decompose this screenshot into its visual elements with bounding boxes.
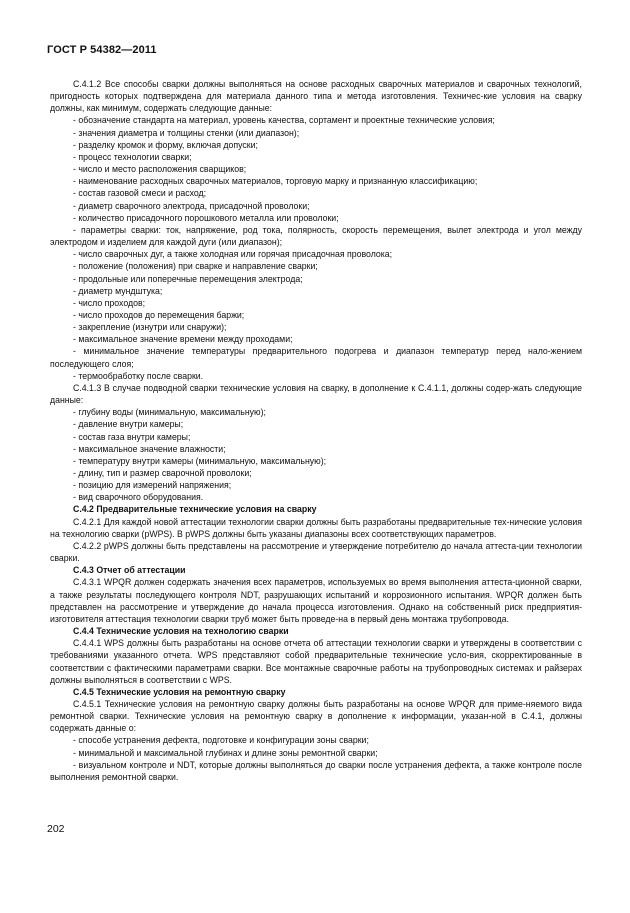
list-item: - количество присадочного порошкового металла или проволоки; [73,212,339,223]
document-body [50,78,582,783]
paragraph-c441: С.4.4.1 WPS должны быть разработаны на основе отчета об аттестации технологии сварки и утверждены в соответствии с требованиями указанного отчета. WPS представляют собой предварительные технические усло-вия, скорректированные в соответствии с фактическими параметрами сварки. Все монтажные сварочные работы на трубопроводных системах и райзерах должны выполняться в соответствии с WPS. [50,638,582,685]
list-item: - продольные или поперечные перемещения электрода; [73,273,303,284]
list-item: - длину, тип и размер сварочной проволоки; [73,468,252,478]
list-item: - наименование расходных сварочных материалов, торговую марку и признанную классификацию; [73,176,478,187]
list-item: - значения диаметра и толщины стенки (или диапазон); [73,127,300,138]
list-item: - способе устранения дефекта, подготовке и конфигурации зоны сварки; [73,735,369,746]
list-item: - число проходов до перемещения баржи; [73,309,245,320]
paragraph-c422: С.4.2.2 pWPS должны быть представлены на рассмотрение и утверждение потребителю до начала аттеста-ции технологии сварки. [50,540,582,564]
page-number: 202 [47,823,65,835]
paragraph-c451: С.4.5.1 Технические условия на ремонтную сварку должны быть разработаны на основе WPQR для приме-няемого вида ремонтной сварки. Технические условия на ремонтную сварку в дополнение к информации, указан-ной в С.4.1, должны содержать данные о: [50,698,582,734]
list-item: - положение (положения) при сварке и направление сварки; [73,261,318,272]
list-item: - минимальной и максимальной глубинах и длине зоны ремонтной сварки; [73,747,378,758]
paragraph-c431: С.4.3.1 WPQR должен содержать значения всех параметров, используемых во время выполнения аттеста-ционной сварки, а также результаты последующего контроля NDT, разрушающих испытаний и коррозионного испытания. WPQR должен быть представлен на рассмотрение и утверждение до начала процесса изготовления. Однако на собственный риск предприятия-изготовителя аттестация технологии сварки труб может быть проведе-на в первый день монтажа трубопровода. [50,577,582,624]
list-item: - число и место расположения сварщиков; [73,164,247,175]
list-item: - число проходов; [73,297,146,308]
list-item: - состав газовой смеси и расход; [73,188,207,199]
list-item: - минимальное значение температуры предварительного подогрева и диапазон температур перед нало-жением последующего слоя; [50,346,582,369]
paragraph-c421: С.4.2.1 Для каждой новой аттестации технологии сварки должны быть разработаны предварительные тех-нические условия на технологию сварки (pWPS). В pWPS должны быть указаны диапазоны всех соответствующих параметров. [50,516,582,539]
list-item: - термообработку после сварки. [73,370,204,381]
list-item: - обозначение стандарта на материал, уровень качества, сортамент и проектные технические условия; [73,115,495,126]
list-item: - число сварочных дуг, а также холодная или горячая присадочная проволока; [73,249,393,260]
list-item: - состав газа внутри камеры; [73,431,191,442]
paragraph-c413: С.4.1.3 В случае подводной сварки технические условия на сварку, в дополнение к С.4.1.1, должны содер-жать следующие данные: [50,382,582,406]
list-item: - максимальное значение влажности; [73,443,226,454]
list-item: - давление внутри камеры; [73,419,184,430]
section-heading-c44: С.4.4 Технические условия на технологию сварки [73,626,289,637]
list-item: - процесс технологии сварки; [73,151,192,162]
section-heading-c43: С.4.3 Отчет об аттестации [73,565,186,576]
list-item: - позицию для измерений напряжения; [73,480,232,491]
list-item: - разделку кромок и форму, включая допуски; [73,139,258,150]
document-header: ГОСТ Р 54382—2011 [47,44,157,56]
list-item: - максимальное значение времени между проходами; [73,334,293,345]
list-item: - диаметр мундштука; [73,285,163,296]
list-item: - закрепление (изнутри или снаружи); [73,322,227,333]
list-item: - вид сварочного оборудования. [73,492,204,503]
list-item: - диаметр сварочного электрода, присадочной проволоки; [73,200,310,211]
list-item: - температуру внутри камеры (минимальную, максимальную); [73,455,327,466]
list-item: - параметры сварки: ток, напряжение, род тока, полярность, скорость перемещения, вылет электрода и угол между электродом и изделием для каждой дуги (или диапазон); [50,224,582,248]
list-item: - глубину воды (минимальную, максимальную); [73,407,266,418]
paragraph-c412: С.4.1.2 Все способы сварки должны выполняться на основе расходных сварочных материалов и сварочных технологий, пригодность которых подтверждена для материала данного типа и метода изготовления. Техничес-кие условия на сварку должны, как минимум, содержать следующие данные: [50,79,582,114]
list-item: - визуальном контроле и NDT, которые должны выполняться до сварки после устранения дефекта, а также контроле после выполнения ремонтной сварки. [50,759,582,782]
section-heading-c42: С.4.2 Предварительные технические условия на сварку [73,504,317,515]
section-heading-c45: С.4.5 Технические условия на ремонтную сварку [73,686,286,697]
